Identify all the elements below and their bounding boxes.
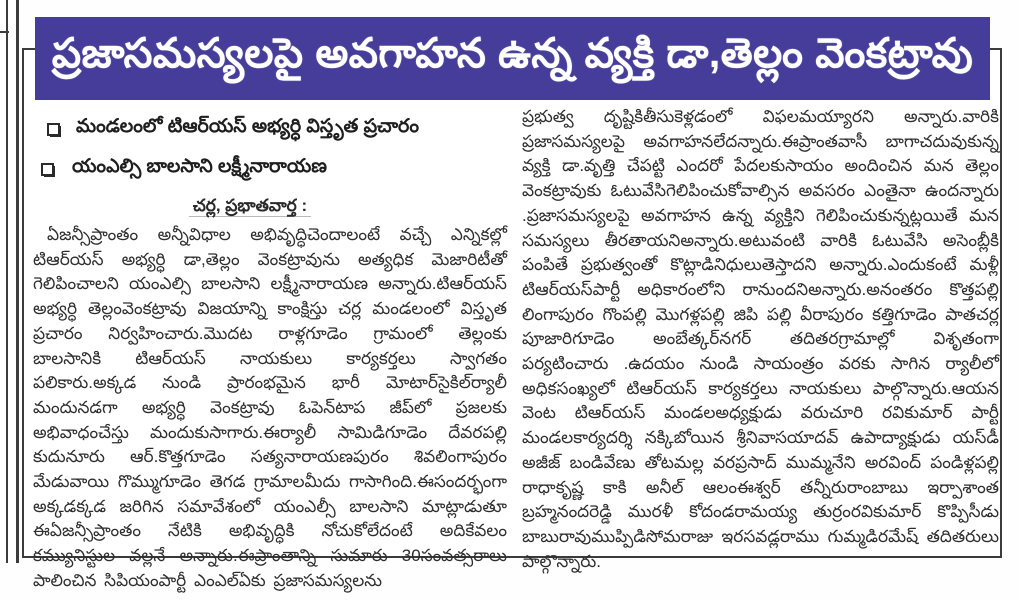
left-margin-rule-inner	[16, 0, 19, 563]
subhead-item-1	[47, 116, 507, 142]
dateline-text: చర్ల, ప్రభాతవార్త :	[189, 196, 311, 217]
checkbox-icon	[41, 163, 54, 176]
subhead-label-1: మండలంలో టిఆర్‌యస్ అభ్యర్ధి విస్తృత ప్రచారం	[76, 116, 419, 137]
subhead-label-2: యంఎల్సి బాలసాని లక్ష్మీనారాయణ	[72, 156, 327, 177]
headline-title: ప్రజాసమస్యలపై అవగాహన ఉన్న వ్యక్తి డా,తెల్లం వెంకట్రావు	[51, 30, 974, 76]
left-margin-rule-outer	[6, 0, 8, 563]
headline-banner	[35, 17, 990, 100]
subhead-item-2	[47, 156, 507, 182]
left-column-paragraph: ఏజన్సీప్రాంతం అన్నీవిధాల అభివృద్ధిచెందాలంటే వచ్చే ఎన్నికల్లో టిఆర్‌యస్ అభ్యర్ధి డా,తెల్లం వెంకట్రావును అత్యధిక మెజారిటీతో గెలిపించాలని యంఎల్సి బాలసాని లక్ష్మీనారాయణ అన్నారు.టిఆర్‌యస్ అభ్యర్ధి తెల్లంవెంకట్రావు విజయాన్ని కాంక్షిస్తు చర్ల మండలంలో విస్తృత ప్రచారం నిర్వహించారు.మొదట రాళ్లగూడెం గ్రామంలో తెల్లంకు బాలసానికి టిఆర్‌యస్ నాయకులు కార్యకర్తలు స్వాగతం పలికారు.అక్కడ నుండి ప్రారంభమైన భారీ మోటార్‌సైకిల్‌ర్యాలీ మందునడగా అభ్యర్ధి వెంకట్రావు ఓపెన్‌టాప జీప్‌లో ప్రజలకు అభివాధంచేస్తు మందుకుసాగారు.ఈర్యాలీ సామిడిగూడెం దేవరపల్లి కుదునూరు ఆర్.కొత్తగూడెం సత్యనారాయణపురం శివలింగాపురం మేడువాయి గొమ్ముగూడెం తెగడ గ్రామాలమీదు గాసాగింది.ఈసందర్భంగా అక్కడక్కడ జరిగిన సమావేశంలో యంఎల్సీ బాలసాని మాట్లాడుతూ ఈఏజన్సీప్రాంతం నేటికి అభివృద్ధికి నోచుకోలేదంటే అదికేవలం కమ్యునిస్టుల వల్లనే అన్నారు.ఈప్రాంతాన్ని సుమారు 30సంవత్సరాలు పాలించిన సిపియంపార్టీ ఎంఎల్ఏకు ప్రజాసమస్యలను	[33, 225, 507, 590]
checkbox-icon	[47, 123, 60, 136]
left-margin-tick	[0, 31, 9, 33]
article-right-column	[522, 105, 999, 574]
right-column-paragraph: ప్రభుత్వ దృష్టికితీసుకెళ్లడంలో విఫలమయ్యారని అన్నారు.వారికి ప్రజాసమస్యలపై అవగాహనలేదన్నారు.ఈప్రాంతవాసీ బాగాచదువుకున్న వ్యక్తి డా.వృత్తి చేపట్టి ఎందరో పేదలకుసాయం అందించిన మన తెల్లం వెంకట్రావుకు ఓటువేసిగెలిపించుకోవాల్సిన అవసరం ఎంతైనా ఉందన్నారు .ప్రజాసమస్యలపై అవగాహన ఉన్న వ్యక్తిని గెలిపించుకున్నట్లయితే మన సమస్యలు తీరతాయనిఅన్నారు.అటువంటి వారికి ఓటువేసి అసెంబ్లీకి పంపితే ప్రభుత్వంతో కొట్లాడినిధులుతెస్తాదని అన్నారు.ఎందుకంటే మళ్లీ టిఆర్‌యస్‌పార్టీ అధికారంలోని రానుందనిఅన్నారు.అనంతరం కొత్తపల్లి లింగాపురం గొంపల్లి మొగళ్లపల్లి జిపి పల్లి వీరాపురం కత్తిగూడెం పాతచర్ల పూజారిగూడెం అంబేత్కర్‌నగర్ తదితరగ్రామాల్లో విశృతంగా పర్యటించారు .ఉదయం నుండి సాయంత్రం వరకు సాగిన ర్యాలీలో అధికసంఖ్యలో టిఆర్‌యస్ కార్యకర్తలు నాయకులు పాల్గొన్నారు.ఆయన వెంట టిఆర్‌యస్ మండలఅధ్యక్షుడు వరుచూరి రవికుమార్ పార్టీ మండలకార్యదర్శి నక్కిబోయిన శ్రీనివాసయాదవ్ ఉపాద్యాక్షుడు యస్‌డీ అజీజ్ బండివేణు తోటమల్ల వరప్రసాద్ ముమ్మనేని అరవింద్ పండిళ్లపల్లి రాధాకృష్ణ కాకి అనీల్ ఆలంఈశ్వర్ తన్నీరురాంబాబు ఇర్పాశాంత బ్రహ్మనందరెడ్డి మురళీ కోదండరామయ్య తుర్రంరవికుమార్ కొప్పిసీడు బాబురావుముప్పిడిసోమరాజు ఇరసవడ్లరాము గుమ్మడిరమేష్ తదితరులు పాల్గొన్నారు.	[522, 107, 999, 571]
article-left-column	[33, 108, 507, 594]
subhead-list	[33, 116, 507, 182]
dateline	[33, 196, 467, 220]
